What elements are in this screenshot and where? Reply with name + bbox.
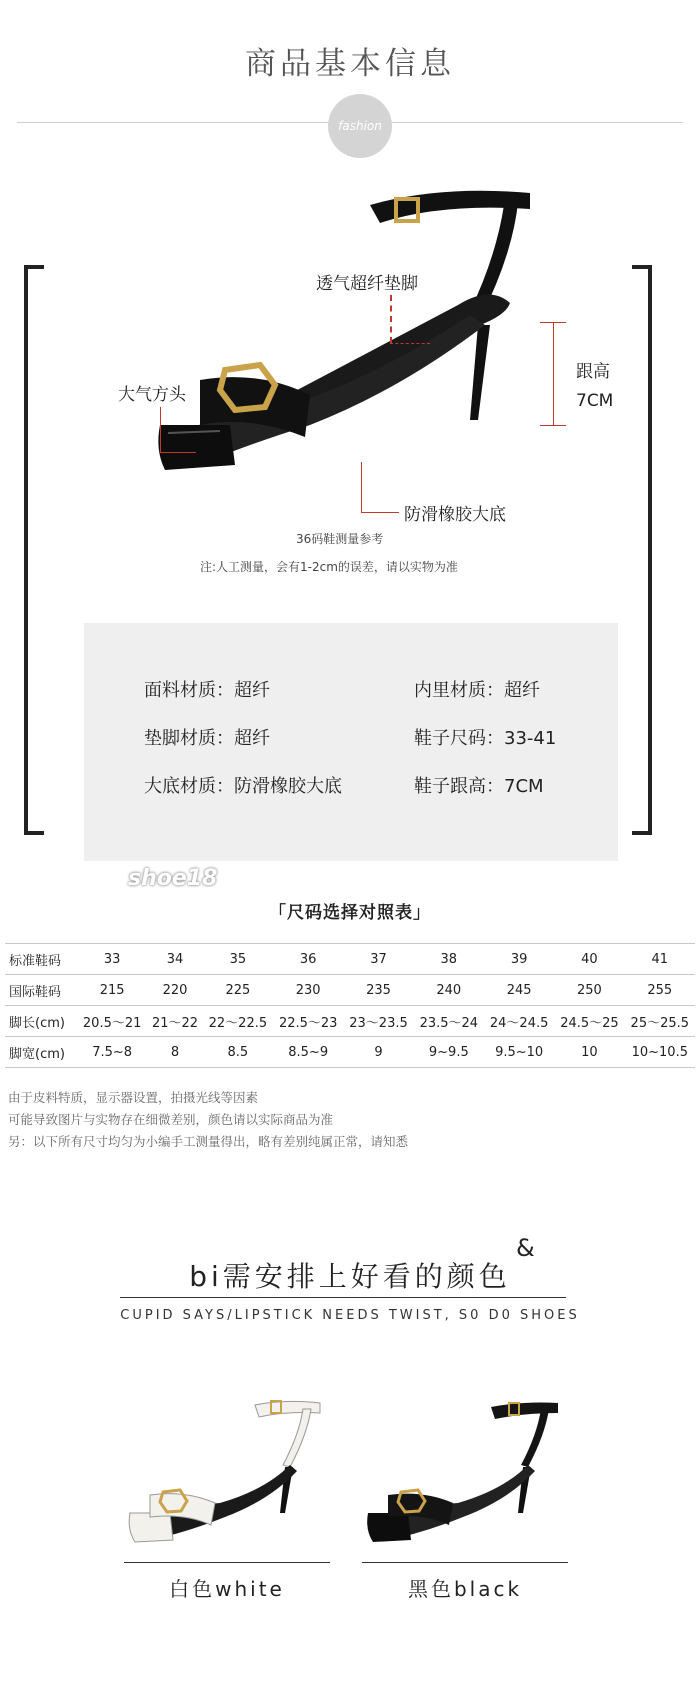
heel-measure-bottom [540, 425, 566, 426]
spec-outsole [144, 772, 342, 798]
spec-lining [414, 676, 540, 702]
spec-value: 防滑橡胶大底 [234, 776, 342, 797]
spec-label: 大底材质： [144, 776, 234, 797]
measure-note-line2: 注:人工测量，会有1-2cm的误差，请以实物为准 [200, 560, 458, 574]
spec-heel [414, 772, 544, 798]
table-cell: 245 [484, 975, 554, 1006]
annotation-breathable: 透气超纤垫脚 [316, 274, 418, 294]
spec-label: 内里材质： [414, 680, 504, 701]
table-cell: 36 [273, 944, 343, 975]
spec-label: 鞋子跟高： [414, 776, 504, 797]
table-row [5, 1037, 695, 1068]
colors-subtitle: CUPID SAYS/LIPSTICK NEEDS TWIST, S0 D0 SHOES [120, 1308, 580, 1323]
black-label-divider [362, 1562, 568, 1563]
table-row [5, 975, 695, 1006]
square-toe-pointer-h [160, 452, 196, 453]
color-label-white: 白色white [169, 1577, 285, 1601]
colors-title: bi需安排上好看的颜色 [189, 1260, 511, 1293]
page-title: 商品基本信息 [245, 46, 455, 82]
measure-note-line1: 36码鞋测量参考 [296, 532, 384, 546]
spec-label: 垫脚材质： [144, 728, 234, 749]
annotation-heel-label: 跟高 [576, 362, 610, 382]
table-cell: 225 [203, 975, 273, 1006]
spec-label: 鞋子尺码： [414, 728, 504, 749]
header-divider-right [392, 122, 683, 123]
table-cell: 255 [625, 975, 695, 1006]
table-cell: 8 [147, 1037, 202, 1068]
shoe-white-image [125, 1395, 335, 1555]
table-cell: 215 [77, 975, 147, 1006]
spec-insole [144, 724, 270, 750]
table-cell: 22.5～23 [273, 1006, 343, 1037]
heel-measure-bar [553, 322, 554, 425]
table-cell: 34 [147, 944, 202, 975]
color-label-black: 黑色black [407, 1577, 523, 1601]
spec-value: 超纤 [234, 680, 270, 701]
table-cell: 10 [554, 1037, 624, 1068]
table-cell: 23.5～24 [414, 1006, 484, 1037]
watermark: shoe18 [128, 866, 218, 891]
table-cell: 8.5 [203, 1037, 273, 1068]
table-cell: 240 [414, 975, 484, 1006]
row-label: 标准鞋码 [5, 944, 77, 975]
disclaimer-notes [8, 1087, 408, 1153]
white-label-divider [124, 1562, 330, 1563]
table-cell: 230 [273, 975, 343, 1006]
annotation-sole: 防滑橡胶大底 [404, 505, 506, 525]
breathable-pointer-h [390, 343, 430, 344]
spec-value: 33-41 [504, 728, 557, 749]
annotation-square-toe: 大气方头 [118, 385, 186, 405]
table-cell: 33 [77, 944, 147, 975]
table-cell: 23～23.5 [343, 1006, 413, 1037]
colors-divider [120, 1297, 566, 1298]
spec-value: 7CM [504, 776, 544, 797]
table-cell: 10~10.5 [625, 1037, 695, 1068]
table-cell: 25～25.5 [625, 1006, 695, 1037]
table-cell: 9~9.5 [414, 1037, 484, 1068]
table-cell: 38 [414, 944, 484, 975]
spec-label: 面料材质： [144, 680, 234, 701]
spec-fabric [144, 676, 270, 702]
table-cell: 9 [343, 1037, 413, 1068]
breathable-pointer [390, 295, 392, 343]
table-cell: 35 [203, 944, 273, 975]
table-cell: 8.5~9 [273, 1037, 343, 1068]
note-line: 可能导致图片与实物存在细微差别，颜色请以实际商品为准 [8, 1112, 334, 1127]
table-cell: 250 [554, 975, 624, 1006]
table-cell: 39 [484, 944, 554, 975]
table-cell: 7.5~8 [77, 1037, 147, 1068]
note-line: 另：以下所有尺寸均匀为小编手工测量得出，略有差别纯属正常，请知悉 [8, 1134, 409, 1149]
table-cell: 220 [147, 975, 202, 1006]
spec-value: 超纤 [504, 680, 540, 701]
table-cell: 22～22.5 [203, 1006, 273, 1037]
spec-size [414, 724, 556, 750]
header-divider-left [17, 122, 328, 123]
table-cell: 24.5～25 [554, 1006, 624, 1037]
shoe-main-image [140, 175, 560, 505]
spec-value: 超纤 [234, 728, 270, 749]
row-label: 国际鞋码 [5, 975, 77, 1006]
table-cell: 24～24.5 [484, 1006, 554, 1037]
note-line: 由于皮料特质，显示器设置，拍摄光线等因素 [8, 1090, 259, 1105]
table-cell: 9.5~10 [484, 1037, 554, 1068]
sole-pointer-h [361, 512, 399, 513]
row-label: 脚宽(cm) [5, 1037, 77, 1068]
frame-bracket-left [24, 265, 44, 835]
colors-title-amp: & [516, 1234, 535, 1262]
size-table-title: 「尺码选择对照表」 [269, 903, 431, 923]
table-cell: 20.5～21 [77, 1006, 147, 1037]
size-table [5, 943, 695, 1068]
row-label: 脚长(cm) [5, 1006, 77, 1037]
table-cell: 21～22 [147, 1006, 202, 1037]
frame-bracket-right [632, 265, 652, 835]
table-cell: 235 [343, 975, 413, 1006]
sole-pointer-v [361, 462, 362, 512]
fashion-badge: fashion [328, 94, 392, 158]
annotation-heel-value: 7CM [576, 391, 614, 411]
table-cell: 37 [343, 944, 413, 975]
square-toe-pointer-v [160, 407, 161, 452]
table-row [5, 944, 695, 975]
table-row [5, 1006, 695, 1037]
table-cell: 40 [554, 944, 624, 975]
table-cell: 41 [625, 944, 695, 975]
shoe-black-image [363, 1395, 573, 1555]
